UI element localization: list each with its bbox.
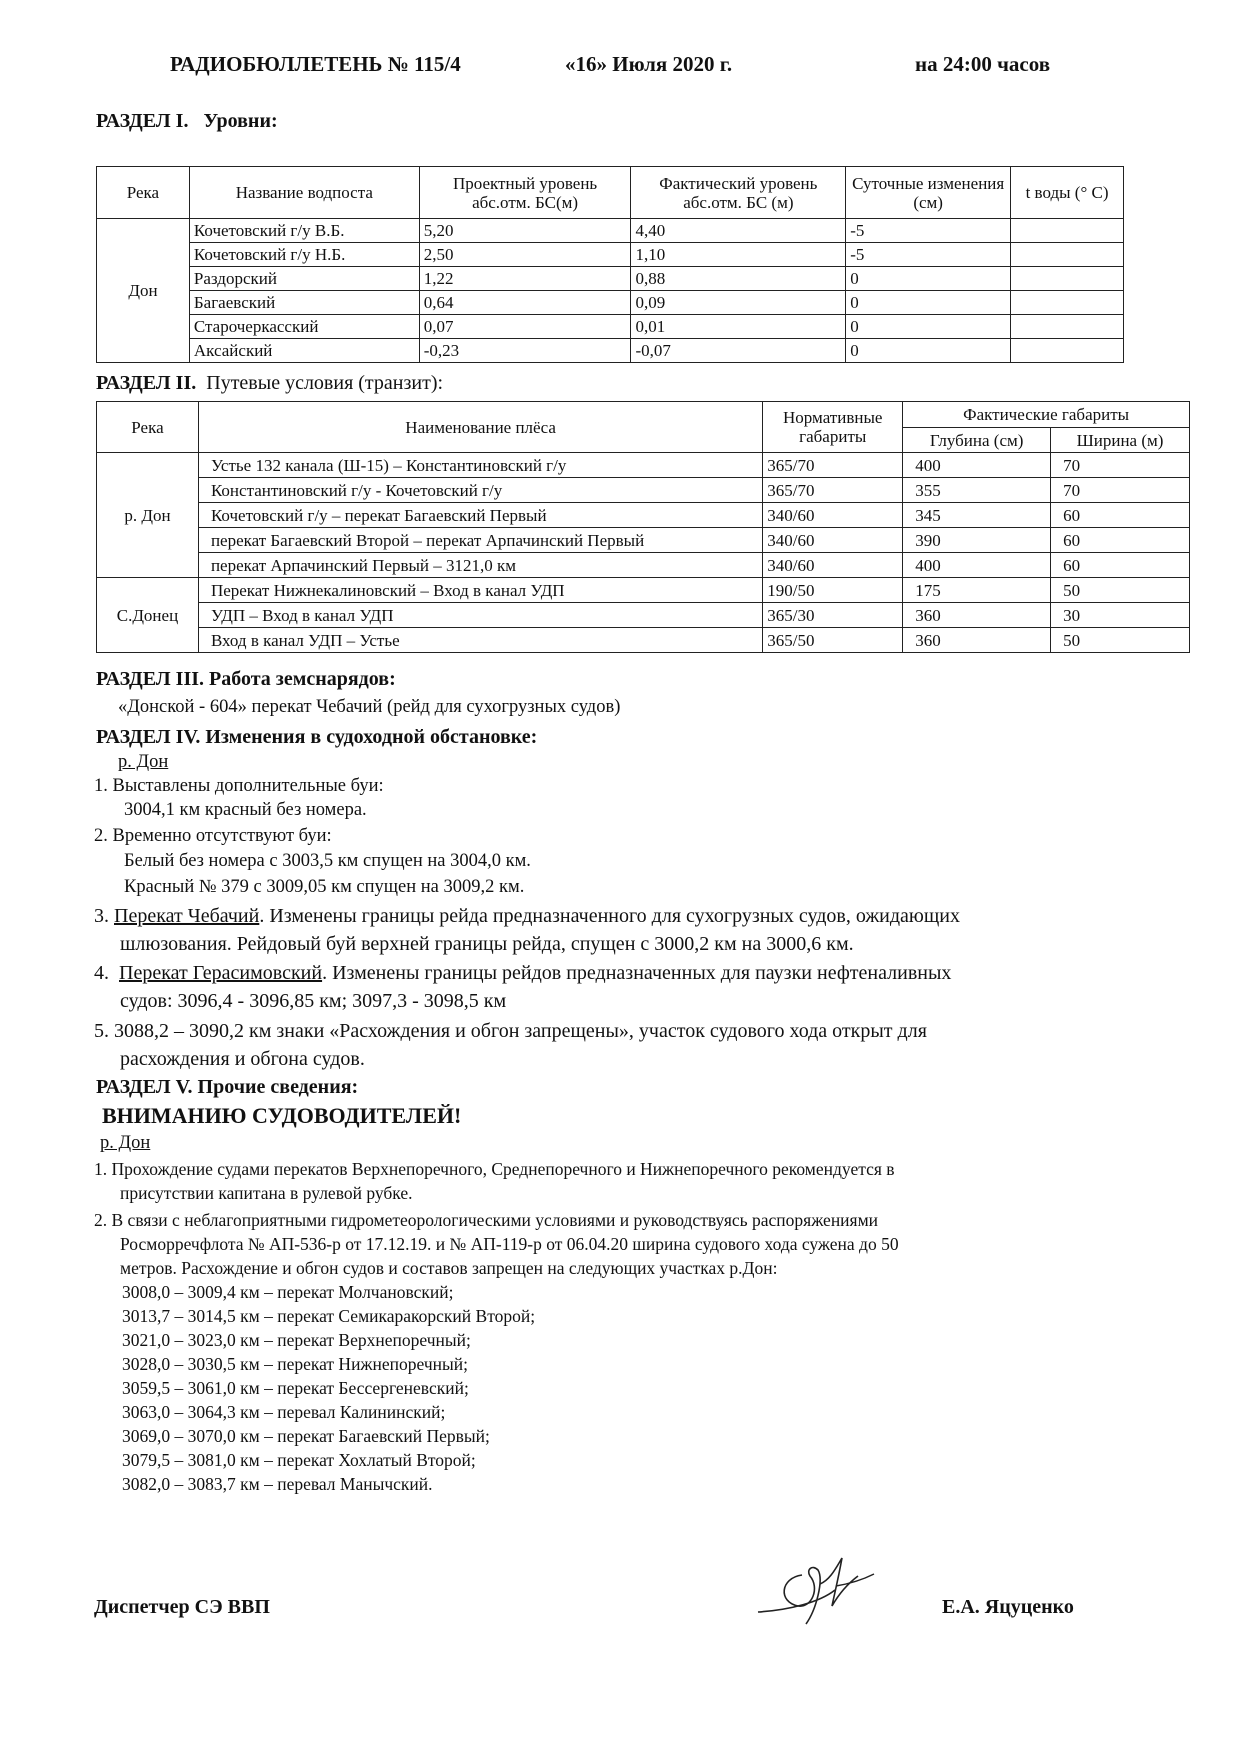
river-cell: Дон bbox=[97, 219, 190, 363]
col-post: Название водпоста bbox=[189, 167, 419, 219]
levels-table bbox=[96, 166, 1124, 363]
col-depth: Глубина (см) bbox=[903, 428, 1051, 453]
table-row: Раздорский 1,22 0,88 0 bbox=[97, 267, 1124, 291]
item2-heading: 2. Временно отсутствуют буи: bbox=[94, 826, 332, 846]
table-row: Дон Кочетовский г/у В.Б. 5,20 4,40 -5 bbox=[97, 219, 1124, 243]
col-actual: Фактические габариты bbox=[903, 402, 1190, 428]
item4-line2: судов: 3096,4 - 3096,85 км; 3097,3 - 3098,5 км bbox=[120, 990, 507, 1012]
river-cell: С.Донец bbox=[97, 578, 199, 653]
table-row: Кочетовский г/у Н.Б. 2,50 1,10 -5 bbox=[97, 243, 1124, 267]
col-reach: Наименование плёса bbox=[198, 402, 762, 453]
item3-line1: 3. Перекат Чебачий. Изменены границы рейда предназначенного для сухогрузных судов, ожидающих bbox=[94, 905, 960, 927]
list-item: 3028,0 – 3030,5 км – перекат Нижнепоречный; bbox=[122, 1354, 469, 1374]
section2-heading: РАЗДЕЛ II. Путевые условия (транзит): bbox=[96, 372, 444, 394]
notice1-line1: 1. Прохождение судами перекатов Верхнепоречного, Среднепоречного и Нижнепоречного рекомендуется в bbox=[94, 1159, 895, 1179]
table-row: УДП – Вход в канал УДП 365/30 360 30 bbox=[97, 603, 1190, 628]
table-row: перекат Багаевский Второй – перекат Арпачинский Первый 340/60 390 60 bbox=[97, 528, 1190, 553]
section5-river: р. Дон bbox=[100, 1133, 151, 1153]
dispatcher-name: Е.А. Яцуценко bbox=[942, 1596, 1074, 1618]
river-cell: р. Дон bbox=[97, 453, 199, 578]
col-river: Река bbox=[97, 402, 199, 453]
item3-line2: шлюзования. Рейдовый буй верхней границы рейда, спущен с 3000,2 км на 3000,6 км. bbox=[120, 933, 854, 955]
table-row: р. Дон Устье 132 канала (Ш-15) – Константиновский г/у 365/70 400 70 bbox=[97, 453, 1190, 478]
table-row: Багаевский 0,64 0,09 0 bbox=[97, 291, 1124, 315]
section3-heading: РАЗДЕЛ III. Работа земснарядов: bbox=[96, 668, 396, 690]
item4-place: Перекат Герасимовский bbox=[119, 962, 323, 984]
item5-line2: расхождения и обгона судов. bbox=[120, 1048, 365, 1070]
table-row: Аксайский -0,23 -0,07 0 bbox=[97, 339, 1124, 363]
list-item: 3079,5 – 3081,0 км – перекат Хохлатый Второй; bbox=[122, 1450, 476, 1470]
levels-header-row bbox=[97, 167, 1124, 219]
table-row: С.Донец Перекат Нижнекалиновский – Вход в канал УДП 190/50 175 50 bbox=[97, 578, 1190, 603]
item2-line1: Белый без номера с 3003,5 км спущен на 3004,0 км. bbox=[124, 851, 531, 871]
signature-icon bbox=[750, 1540, 900, 1630]
item3-place: Перекат Чебачий bbox=[114, 905, 260, 927]
col-daily-change: Суточные изменения (см) bbox=[846, 167, 1011, 219]
col-width: Ширина (м) bbox=[1051, 428, 1190, 453]
table-row: Кочетовский г/у – перекат Багаевский Первый 340/60 345 60 bbox=[97, 503, 1190, 528]
list-item: 3069,0 – 3070,0 км – перекат Багаевский Первый; bbox=[122, 1426, 490, 1446]
item2-line2: Красный № 379 с 3009,05 км спущен на 3009,2 км. bbox=[124, 877, 525, 897]
dredger-info: «Донской - 604» перекат Чебачий (рейд для сухогрузных судов) bbox=[118, 697, 621, 717]
col-design-level: Проектный уровень абс.отм. БС(м) bbox=[419, 167, 631, 219]
dispatcher-position: Диспетчер СЭ ВВП bbox=[94, 1596, 270, 1618]
list-item: 3021,0 – 3023,0 км – перекат Верхнепоречный; bbox=[122, 1330, 471, 1350]
col-actual-level: Фактический уровень абс.отм. БС (м) bbox=[631, 167, 846, 219]
list-item: 3059,5 – 3061,0 км – перекат Бессергеневский; bbox=[122, 1378, 469, 1398]
item1-line: 3004,1 км красный без номера. bbox=[124, 800, 367, 820]
table-row: Вход в канал УДП – Устье 365/50 360 50 bbox=[97, 628, 1190, 653]
section5-heading: РАЗДЕЛ V. Прочие сведения: bbox=[96, 1076, 359, 1098]
route-conditions-table bbox=[96, 401, 1190, 653]
col-water-temp: t воды (° C) bbox=[1011, 167, 1124, 219]
notice1-line2: присутствии капитана в рулевой рубке. bbox=[120, 1183, 413, 1203]
item1-heading: 1. Выставлены дополнительные буи: bbox=[94, 776, 384, 796]
notice2-line3: метров. Расхождение и обгон судов и составов запрещен на следующих участках р.Дон: bbox=[120, 1258, 778, 1278]
list-item: 3013,7 – 3014,5 км – перекат Семикаракорский Второй; bbox=[122, 1306, 536, 1326]
item4-line1: 4. Перекат Герасимовский. Изменены границы рейдов предназначенных для паузки нефтеналивных bbox=[94, 962, 952, 984]
route-header-row bbox=[97, 402, 1190, 428]
list-item: 3082,0 – 3083,7 км – перевал Манычский. bbox=[122, 1474, 433, 1494]
table-row: перекат Арпачинский Первый – 3121,0 км 340/60 400 60 bbox=[97, 553, 1190, 578]
table-row: Константиновский г/у - Кочетовский г/у 365/70 355 70 bbox=[97, 478, 1190, 503]
col-river: Река bbox=[97, 167, 190, 219]
notice2-line1: 2. В связи с неблагоприятными гидрометеорологическими условиями и руководствуясь распоряжениями bbox=[94, 1210, 879, 1230]
section4-heading: РАЗДЕЛ IV. Изменения в судоходной обстановке: bbox=[96, 726, 538, 748]
col-norm: Нормативные габариты bbox=[763, 402, 903, 453]
item5-line1: 5. 3088,2 – 3090,2 км знаки «Расхождения и обгон запрещены», участок судового хода открыт для bbox=[94, 1020, 927, 1042]
list-item: 3063,0 – 3064,3 км – перевал Калининский; bbox=[122, 1402, 446, 1422]
bulletin-date: «16» Июля 2020 г. bbox=[565, 52, 733, 76]
section1-heading: РАЗДЕЛ I. Уровни: bbox=[96, 110, 278, 132]
list-item: 3008,0 – 3009,4 км – перекат Молчановский; bbox=[122, 1282, 454, 1302]
section4-river: р. Дон bbox=[118, 752, 169, 772]
notice2-line2: Росморречфлота № АП-536-р от 17.12.19. и № АП-119-р от 06.04.20 ширина судового хода сужена до 50 bbox=[120, 1234, 899, 1254]
bulletin-title: РАДИОБЮЛЛЕТЕНЬ № 115/4 bbox=[170, 52, 461, 76]
table-row: Старочеркасский 0,07 0,01 0 bbox=[97, 315, 1124, 339]
attention-heading: ВНИМАНИЮ СУДОВОДИТЕЛЕЙ! bbox=[102, 1103, 462, 1128]
bulletin-time: на 24:00 часов bbox=[915, 52, 1051, 76]
